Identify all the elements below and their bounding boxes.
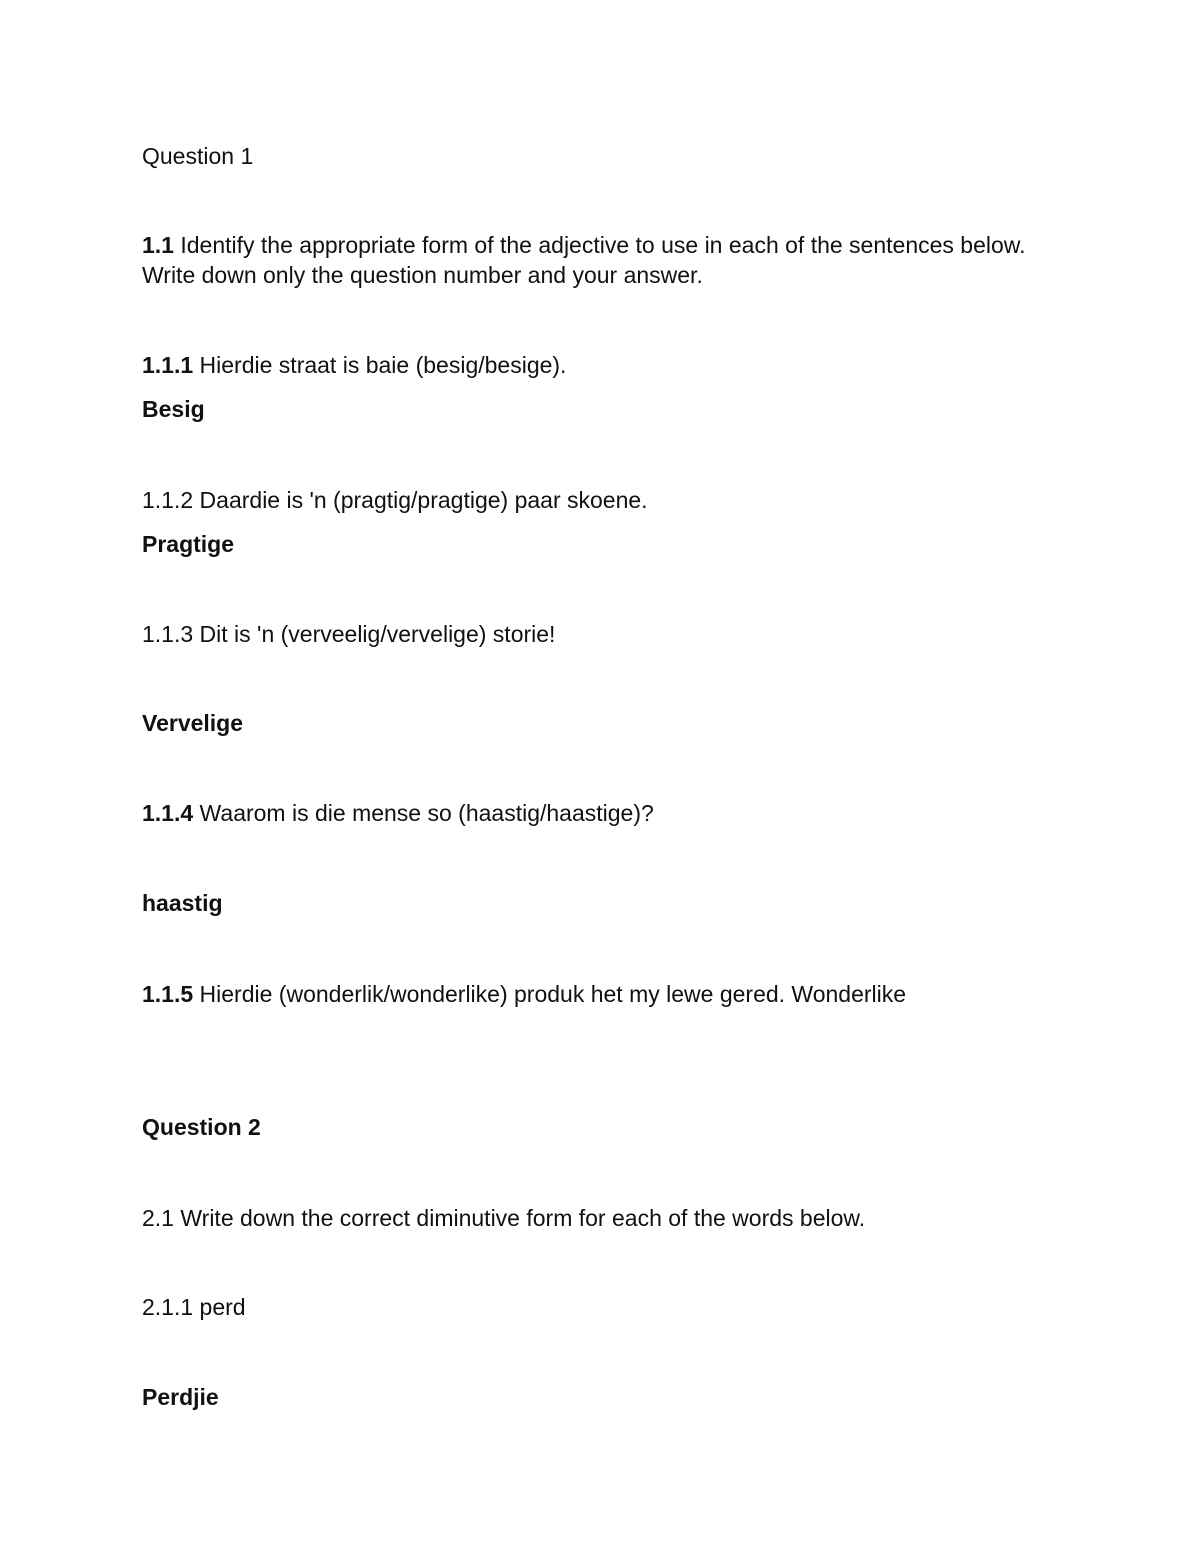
instruction-2-1: [142, 1203, 865, 1233]
item-1-1-5-sentence: Hierdie (wonderlik/wonderlike) produk het my lewe gered. Wonderlike: [199, 981, 907, 1007]
instruction-1-1-number: 1.1: [142, 232, 174, 258]
question-1-heading: Question 1: [142, 143, 254, 169]
answer-1-1-4: haastig: [142, 890, 223, 916]
item-1-1-3-number: 1.1.3: [142, 621, 194, 647]
item-1-1-4: [142, 798, 654, 828]
item-1-1-1-number: 1.1.1: [142, 352, 194, 378]
item-2-1-1-number: 2.1.1: [142, 1294, 194, 1320]
item-1-1-2-number: 1.1.2: [142, 487, 194, 513]
item-1-1-4-number: 1.1.4: [142, 800, 194, 826]
instruction-1-1-line-2: Write down only the question number and your answer.: [142, 262, 703, 288]
instruction-1-1-text: Identify the appropriate form of the adjective to use in each of the sentences below.: [180, 232, 1026, 258]
question-2-heading: Question 2: [142, 1114, 261, 1140]
answer-1-1-2: Pragtige: [142, 531, 235, 557]
item-1-1-2-sentence: Daardie is 'n (pragtig/pragtige) paar skoene.: [199, 487, 648, 513]
answer-1-1-3: Vervelige: [142, 710, 244, 736]
item-1-1-2: [142, 485, 648, 515]
instruction-1-1-line-1: [142, 230, 1026, 260]
instruction-2-1-number: 2.1: [142, 1205, 174, 1231]
item-1-1-3-sentence: Dit is 'n (verveelig/vervelige) storie!: [199, 621, 556, 647]
item-1-1-1: [142, 350, 566, 380]
item-1-1-5-number: 1.1.5: [142, 981, 194, 1007]
item-1-1-1-sentence: Hierdie straat is baie (besig/besige).: [199, 352, 567, 378]
answer-2-1-1: Perdjie: [142, 1384, 219, 1410]
answer-1-1-1: Besig: [142, 396, 205, 422]
item-2-1-1-word: perd: [199, 1294, 246, 1320]
item-2-1-1: [142, 1292, 246, 1322]
item-1-1-3: [142, 619, 555, 649]
item-1-1-4-sentence: Waarom is die mense so (haastig/haastige)?: [199, 800, 654, 826]
item-1-1-5: [142, 979, 906, 1009]
instruction-2-1-text: Write down the correct diminutive form for each of the words below.: [180, 1205, 866, 1231]
